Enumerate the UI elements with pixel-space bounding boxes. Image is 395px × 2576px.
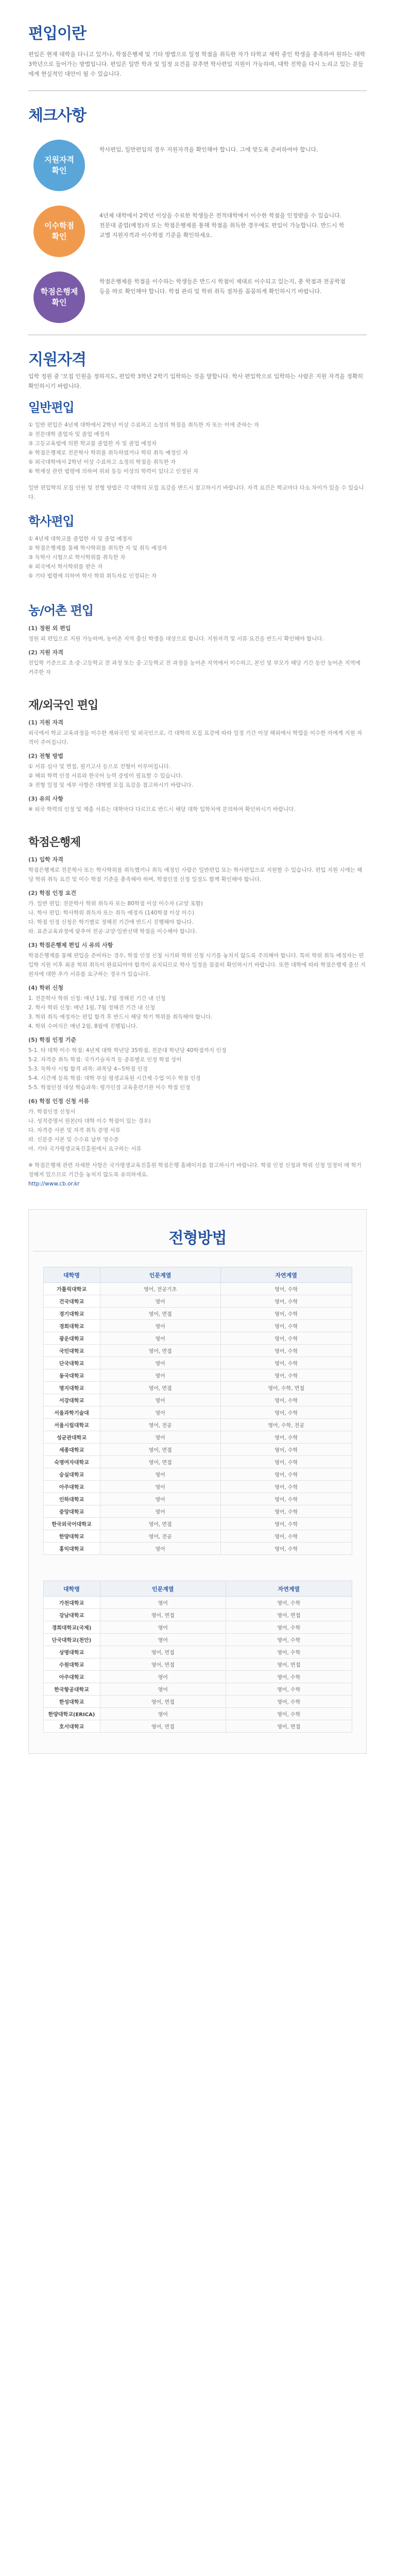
list-item: 1. 전문학사 학위 신청: 매년 1월, 7월 정해진 기간 내 신청: [28, 995, 166, 1002]
university-name-cell: 한양대학교: [43, 1530, 100, 1543]
university-name-cell: 아주대학교: [43, 1481, 100, 1493]
intro-body: 편입은 현재 대학을 다니고 있거나, 학점은행제 및 기타 방법으로 일정 학점을 취득한 자가 타학교 재학 중인 학생을 충족하여 원하는 대학 3학년으로 들어가는 방법입니다. 편입은 일반 학과 및 일정 요건을 갖추면 학사편입 지원이 가능하며, 대학 진학을 다시 노리고 있는 분들에게 현실적인 대안이 될 수 있습니다.: [28, 51, 366, 77]
list-item: 가. 학점인정 신청서: [28, 1109, 76, 1115]
table-row: [43, 1493, 352, 1505]
col-header: 인문계열: [100, 1267, 220, 1283]
university-name-cell: 가천대학교: [43, 1597, 100, 1609]
university-name-cell: 단국대학교(천안): [43, 1634, 100, 1646]
university-name-cell: 세종대학교: [43, 1444, 100, 1456]
credit-bank-s1-text: 학점은행제로 전문학사 또는 학사학위를 취득했거나 취득 예정인 사람은 일반편입 또는 학사편입으로 지원할 수 있습니다. 편입 지원 시에는 해당 학위 취득 요건 및 이수 학점 기준을 충족해야 하며, 학점인정 신청 일정도 함께 확인해야 합니다.: [28, 867, 363, 883]
university-name-cell: 아주대학교: [43, 1671, 100, 1683]
list-item: ⑥ 학제상 관련 법령에 의하여 위와 동등 이상의 학력이 있다고 인정된 자: [28, 468, 199, 474]
university-name-cell: 한국항공대학교: [43, 1683, 100, 1696]
table-cell: 영어, 전공: [100, 1419, 220, 1431]
table-cell: 영어: [100, 1431, 220, 1444]
circle-label-line2: 확인: [51, 166, 67, 175]
university-name-cell: 한성대학교: [43, 1696, 100, 1708]
table-row: [43, 1708, 352, 1720]
table-cell: 영어, 수학: [220, 1394, 352, 1406]
table-row: [43, 1456, 352, 1468]
table-cell: 영어, 수학: [220, 1283, 352, 1295]
bachelor-transfer-list: [28, 534, 367, 581]
table-cell: 영어, 면접: [100, 1444, 220, 1456]
table-row: [43, 1357, 352, 1369]
table-cell: 영어: [100, 1320, 220, 1332]
circle-label-line2: 확인: [51, 298, 67, 307]
table-row: [43, 1530, 352, 1543]
list-item: ③ 전형 일정 및 세부 사항은 대학별 모집 요강을 참고하시기 바랍니다.: [28, 782, 193, 788]
col-header: 인문계열: [100, 1581, 226, 1597]
list-item: 다. 학점 인정 신청은 학기별로 정해진 기간에 반드시 진행해야 합니다.: [28, 919, 194, 925]
table-cell: 영어, 면접: [100, 1382, 220, 1394]
general-transfer-list: [28, 420, 367, 476]
table-cell: 영어, 수학: [226, 1683, 352, 1696]
list-item: 2. 학사 학위 신청: 매년 1월, 7월 정해진 기간 내 신청: [28, 1005, 156, 1011]
overseas-sub1: (1) 지원 자격: [28, 719, 63, 726]
table-cell: 영어, 면접: [100, 1646, 226, 1658]
list-item: 4. 학위 수여식은 매년 2월, 8월에 진행됩니다.: [28, 1023, 138, 1029]
table-cell: 영어, 면접: [100, 1609, 226, 1621]
checklist-title: 체크사항: [28, 107, 86, 125]
table-cell: 영어: [100, 1621, 226, 1634]
check-item-credits: [33, 206, 367, 257]
overseas-transfer-title: 재/외국인 편입: [28, 699, 98, 712]
exam-method-title: 전형방법: [168, 1229, 227, 1247]
university-name-cell: 강남대학교: [43, 1609, 100, 1621]
list-item: ⑤ 기타 법령에 의하여 학사 학위 취득자로 인정되는 자: [28, 573, 157, 579]
credit-bank-link[interactable]: http://www.cb.or.kr: [28, 1181, 80, 1187]
col-header: 자연계열: [220, 1267, 352, 1283]
table-cell: 영어, 면접: [100, 1696, 226, 1708]
table-cell: 영어, 수학: [220, 1505, 352, 1518]
circle-label-line1: 이수학점: [44, 221, 74, 230]
table-row: [43, 1696, 352, 1708]
university-name-cell: 상명대학교: [43, 1646, 100, 1658]
university-name-cell: 한양대학교(ERICA): [43, 1708, 100, 1720]
table-cell: 영어: [100, 1369, 220, 1382]
list-item: 나. 학사 편입: 학사학위 취득자 또는 취득 예정자 (140학점 이상 이수): [28, 910, 195, 916]
list-item: ① 서류 심사 및 면접, 필기고사 등으로 전형이 이루어집니다.: [28, 764, 171, 770]
credit-bank-s3: (3) 학점은행제 편입 시 유의 사항: [28, 942, 113, 948]
table-row: [43, 1609, 352, 1621]
table-cell: 영어, 면접: [226, 1658, 352, 1671]
table-cell: 영어, 수학: [220, 1369, 352, 1382]
table-cell: 영어, 수학: [226, 1646, 352, 1658]
list-item: 가. 일반 편입: 전문학사 학위 취득자 또는 80학점 이상 이수자 (교양 포함): [28, 901, 203, 907]
circle-label-line1: 학점은행제: [40, 287, 78, 296]
table-body: [43, 1283, 352, 1555]
list-item: ④ 학점은행제로 전문학사 학위를 취득하였거나 학위 취득 예정인 자: [28, 450, 188, 456]
list-item: ② 학점은행제를 통해 학사학위를 취득한 자 및 취득 예정자: [28, 545, 167, 551]
list-item: ③ 고등교육법에 의한 학교를 졸업한 자 및 졸업 예정자: [28, 440, 157, 447]
list-item: 3. 학위 취득 예정자는 편입 합격 후 반드시 해당 학기 학위를 취득해야 합니다.: [28, 1014, 213, 1020]
table-cell: 영어, 수학: [220, 1406, 352, 1419]
table-row: [43, 1505, 352, 1518]
table-cell: 영어: [100, 1295, 220, 1308]
table-cell: 영어, 수학: [220, 1468, 352, 1481]
table-cell: 영어, 면접: [100, 1308, 220, 1320]
table-cell: 영어, 수학: [220, 1543, 352, 1555]
table-body: [43, 1597, 352, 1733]
overseas-sub3-text: ※ 외국 학력의 인정 및 제출 서류는 대학마다 다르므로 반드시 해당 대학 입학처에 문의하여 확인하시기 바랍니다.: [28, 806, 296, 812]
table-cell: 영어: [100, 1597, 226, 1609]
list-item: 나. 성적증명서 원본(타 대학 이수 학점이 있는 경우): [28, 1118, 151, 1124]
credit-bank-check-circle: [33, 272, 85, 323]
credit-bank-s1: (1) 입학 자격: [28, 856, 63, 863]
credit-bank-s2: (2) 학점 인정 요건: [28, 890, 76, 896]
university-name-cell: 숭실대학교: [43, 1468, 100, 1481]
table-row: [43, 1518, 352, 1530]
table-cell: 영어, 수학: [226, 1708, 352, 1720]
table-cell: 영어, 수학: [220, 1444, 352, 1456]
list-item: 라. 표준교육과정에 맞추어 전공·교양·일반선택 학점을 이수해야 합니다.: [28, 928, 197, 935]
table-row: [43, 1320, 352, 1332]
table-cell: 영어, 수학: [226, 1671, 352, 1683]
table-cell: 영어, 수학: [220, 1345, 352, 1357]
list-item: 다. 자격증 사본 및 자격 취득 증명 서류: [28, 1127, 121, 1133]
intro-title: 편입이란: [28, 25, 86, 43]
list-item: 마. 기타 국가평생교육진흥원에서 요구하는 서류: [28, 1146, 142, 1152]
qualification-check-circle: [33, 140, 85, 191]
table-cell: 영어: [100, 1683, 226, 1696]
rural-q2-text: 전입학 기준으로 초·중·고등학교 전 과정 또는 중·고등학교 전 과정을 농어촌 지역에서 이수하고, 본인 및 부모가 해당 기간 동안 농어촌 지역에 거주한 자: [28, 660, 360, 675]
list-item: 5-2. 자격증 취득 학점: 국가기술자격 등 종류별로 인정 학점 상이: [28, 1057, 182, 1063]
table-cell: 영어: [100, 1357, 220, 1369]
university-name-cell: 호서대학교: [43, 1720, 100, 1733]
table-cell: 영어: [100, 1406, 220, 1419]
table-row: [43, 1444, 352, 1456]
university-name-cell: 숙명여자대학교: [43, 1456, 100, 1468]
table-row: [43, 1332, 352, 1345]
table-cell: 영어, 수학: [220, 1431, 352, 1444]
table-cell: 영어: [100, 1671, 226, 1683]
university-name-cell: 광운대학교: [43, 1332, 100, 1345]
table-cell: 영어, 수학: [220, 1332, 352, 1345]
table-cell: 영어, 수학: [220, 1493, 352, 1505]
table-row: [43, 1431, 352, 1444]
col-header: 대학명: [43, 1267, 100, 1283]
divider: [28, 90, 367, 91]
university-name-cell: 국민대학교: [43, 1345, 100, 1357]
credits-check-circle: [33, 206, 85, 257]
table-cell: 영어, 수학: [220, 1295, 352, 1308]
table-cell: 영어: [100, 1481, 220, 1493]
table-cell: 영어, 수학: [220, 1308, 352, 1320]
university-name-cell: 서울과학기술대: [43, 1406, 100, 1419]
table-cell: 영어: [100, 1394, 220, 1406]
table-cell: 영어: [100, 1543, 220, 1555]
list-item: ③ 독학사 시험으로 학사학위를 취득한 자: [28, 554, 126, 561]
table-row: [43, 1658, 352, 1671]
exam-method-box: [28, 1209, 367, 1754]
credit-bank-s3-text: 학점은행제를 통해 편입을 준비하는 경우, 학점 인정 신청 시기와 학위 신청 시기를 놓치지 않도록 주의해야 합니다. 특히 학위 취득 예정자는 편입학 지원 이후 최종 학위 취득이 완료되어야 합격이 유지되므로 학사 일정을 꼼꼼히 확인하시기 바랍니다. 또한 대학에 따라 학점은행제 출신 지원자에 대한 추가 서류를 요구하는 경우가 있습니다.: [28, 953, 366, 977]
table-row: [43, 1543, 352, 1555]
check-text: 4년제 대학에서 2학년 이상을 수료한 학생들은 전적대학에서 이수한 학점을 인정받을 수 있습니다. 전문대 졸업(예정)자 또는 학점은행제를 통해 학점을 취득한 경우에도 편입이 가능합니다. 반드시 학교별 지원자격과 이수학점 기준을 확인하세요.: [99, 212, 345, 239]
university-name-cell: 한국외국어대학교: [43, 1518, 100, 1530]
table-cell: 영어, 면접: [226, 1720, 352, 1733]
table-row: [43, 1646, 352, 1658]
table-row: [43, 1394, 352, 1406]
check-text: 학사편입, 일반편입의 경우 지원자격을 확인해야 합니다. 그에 맞도록 준비하여야 합니다.: [99, 146, 318, 153]
exam-table-1: [43, 1267, 352, 1555]
university-name-cell: 동국대학교: [43, 1369, 100, 1382]
table-cell: 영어, 수학: [220, 1320, 352, 1332]
page-content: [0, 0, 395, 1189]
list-item: ① 4년제 대학교를 졸업한 자 및 졸업 예정자: [28, 536, 132, 542]
rural-transfer-title: 농/어촌 편입: [28, 603, 94, 618]
university-name-cell: 단국대학교: [43, 1357, 100, 1369]
table-cell: 영어, 면접: [100, 1345, 220, 1357]
table-row: [43, 1369, 352, 1382]
table-cell: 영어, 전공: [100, 1530, 220, 1543]
table-cell: 영어, 전공기초: [100, 1283, 220, 1295]
university-name-cell: 경희대학교(국제): [43, 1621, 100, 1634]
table-row: [43, 1283, 352, 1295]
check-item-qualification: [33, 140, 367, 191]
credit-bank-s5: (5) 학점 인정 기준: [28, 1037, 76, 1043]
credit-bank-title: 학점은행제: [28, 836, 81, 849]
table-row: [43, 1406, 352, 1419]
table-header-row: [43, 1267, 352, 1283]
list-item: 5-5. 학점인정 대상 학습과목: 평가인정 교육훈련기관 이수 학점 인정: [28, 1084, 191, 1091]
university-name-cell: 인하대학교: [43, 1493, 100, 1505]
table-cell: 영어: [100, 1332, 220, 1345]
table-cell: 영어, 수학: [220, 1481, 352, 1493]
col-header: 자연계열: [226, 1581, 352, 1597]
table-cell: 영어, 수학: [220, 1518, 352, 1530]
table-row: [43, 1720, 352, 1733]
university-name-cell: 수원대학교: [43, 1658, 100, 1671]
university-name-cell: 경기대학교: [43, 1308, 100, 1320]
qualification-note: 입학 정원 중 '모집 인원을 정하지도, 편입학 3학년 2학기 입학하는 것을 말합니다. 학사 편입학으로 입학하는 사람은 지원 자격을 정확히 확인하시기 바랍니다.: [28, 373, 364, 389]
list-item: ② 전문대학 졸업자 및 졸업 예정자: [28, 431, 110, 437]
table-cell: 영어, 수학: [220, 1357, 352, 1369]
rural-q1-label: (1) 정원 외 편입: [28, 625, 71, 632]
table-cell: 영어: [100, 1708, 226, 1720]
list-item: 5-1. 타 대학 이수 학점: 4년제 대학 학년당 35학점, 전문대 학년당 40학점까지 인정: [28, 1047, 227, 1054]
general-transfer-note: 일반 편입학의 모집 인원 및 전형 방법은 각 대학의 모집 요강을 반드시 참고하시기 바랍니다. 자격 요건은 학교마다 다소 차이가 있을 수 있습니다.: [28, 485, 364, 500]
table-cell: 영어, 수학: [220, 1530, 352, 1543]
col-header: 대학명: [43, 1581, 100, 1597]
table-cell: 영어, 수학, 면접: [220, 1382, 352, 1394]
list-item: ① 일반 편입은 4년제 대학에서 2학년 이상 수료하고 소정의 학점을 취득한 자 또는 이에 준하는 자: [28, 422, 260, 428]
table-cell: 영어, 면접: [226, 1609, 352, 1621]
university-name-cell: 성균관대학교: [43, 1431, 100, 1444]
university-name-cell: 경희대학교: [43, 1320, 100, 1332]
circle-label-line2: 확인: [51, 232, 67, 241]
table-cell: 영어, 수학: [226, 1621, 352, 1634]
table-row: [43, 1308, 352, 1320]
table-row: [43, 1382, 352, 1394]
university-name-cell: 중앙대학교: [43, 1505, 100, 1518]
table-cell: 영어: [100, 1468, 220, 1481]
list-item: ② 해외 학력 인정 서류와 한국어 능력 증빙이 필요할 수 있습니다.: [28, 773, 183, 779]
credit-bank-s6: (6) 학점 인정 신청 서류: [28, 1098, 90, 1105]
table-row: [43, 1634, 352, 1646]
table-header-row: [43, 1581, 352, 1597]
table-row: [43, 1481, 352, 1493]
list-item: 라. 신분증 사본 및 수수료 납부 영수증: [28, 1137, 119, 1143]
list-item: ⑤ 외국대학에서 2학년 이상 수료하고 소정의 학점을 취득한 자: [28, 459, 176, 465]
university-name-cell: 서강대학교: [43, 1394, 100, 1406]
overseas-sub1-text: 외국에서 학교 교육과정을 이수한 재외국민 및 외국인으로, 각 대학의 모집 요강에 따라 일정 기간 이상 해외에서 학업을 이수한 자에게 지원 자격이 주어집니다.: [28, 730, 363, 745]
exam-table-2: [43, 1581, 352, 1733]
table-cell: 영어, 수학, 전공: [220, 1419, 352, 1431]
list-item: 5-4. 시간제 등록 학점: 대학 부설 평생교육원 시간제 수업 이수 학점 인정: [28, 1075, 201, 1081]
list-item: 5-3. 독학사 시험 합격 과목: 과목당 4~5학점 인정: [28, 1066, 148, 1072]
table-row: [43, 1683, 352, 1696]
table-cell: 영어: [100, 1634, 226, 1646]
table-cell: 영어, 면접: [100, 1658, 226, 1671]
table-row: [43, 1597, 352, 1609]
table-cell: 영어, 면접: [100, 1518, 220, 1530]
university-name-cell: 명지대학교: [43, 1382, 100, 1394]
university-name-cell: 건국대학교: [43, 1295, 100, 1308]
credit-bank-s4: (4) 학위 신청: [28, 985, 63, 991]
university-name-cell: 서울시립대학교: [43, 1419, 100, 1431]
overseas-sub2: (2) 전형 방법: [28, 753, 63, 759]
table-row: [43, 1671, 352, 1683]
check-text: 학점은행제를 학점을 이수하는 학생들은 반드시 학점이 제대로 이수되고 있는지, 총 학점과 전공학점 등을 따로 확인해야 합니다. 학점 관리 및 학위 취득 절차를 꼼꼼하게 확인하시기 바랍니다.: [99, 278, 346, 295]
table-cell: 영어, 수학: [226, 1696, 352, 1708]
table-row: [43, 1419, 352, 1431]
table-row: [43, 1295, 352, 1308]
divider: [28, 334, 367, 335]
table-cell: 영어, 수학: [226, 1634, 352, 1646]
table-cell: 영어, 수학: [226, 1597, 352, 1609]
overseas-sub3: (3) 유의 사항: [28, 795, 63, 802]
table-row: [43, 1621, 352, 1634]
rural-q1-text: 정원 외 편입으로 지원 가능하며, 농어촌 지역 출신 학생을 대상으로 합니다. 지원자격 및 서류 요건을 반드시 확인해야 합니다.: [28, 636, 324, 642]
table-row: [43, 1345, 352, 1357]
table-cell: 영어, 면접: [100, 1456, 220, 1468]
university-name-cell: 가톨릭대학교: [43, 1283, 100, 1295]
circle-label-line1: 지원자격: [44, 155, 74, 164]
qualification-title: 지원자격: [28, 351, 86, 369]
credit-bank-note: ※ 학점은행제 관련 자세한 사항은 국가평생교육진흥원 학점은행 홈페이지를 참고하시기 바랍니다. 학점 인정 신청과 학위 신청 일정이 매 학기 정해져 있으므로 기간을 놓치지 않도록 유의하세요.: [28, 1162, 362, 1178]
table-cell: 영어, 면접: [100, 1720, 226, 1733]
university-name-cell: 홍익대학교: [43, 1543, 100, 1555]
general-transfer-title: 일반편입: [28, 400, 74, 415]
rural-q2-label: (2) 지원 자격: [28, 649, 63, 656]
table-row: [43, 1468, 352, 1481]
check-item-credit-bank: [33, 272, 367, 323]
bachelor-transfer-title: 학사편입: [28, 514, 74, 529]
table-cell: 영어: [100, 1493, 220, 1505]
table-cell: 영어, 수학: [220, 1456, 352, 1468]
list-item: ④ 외국에서 학사학위를 받은 자: [28, 564, 103, 570]
table-cell: 영어: [100, 1505, 220, 1518]
